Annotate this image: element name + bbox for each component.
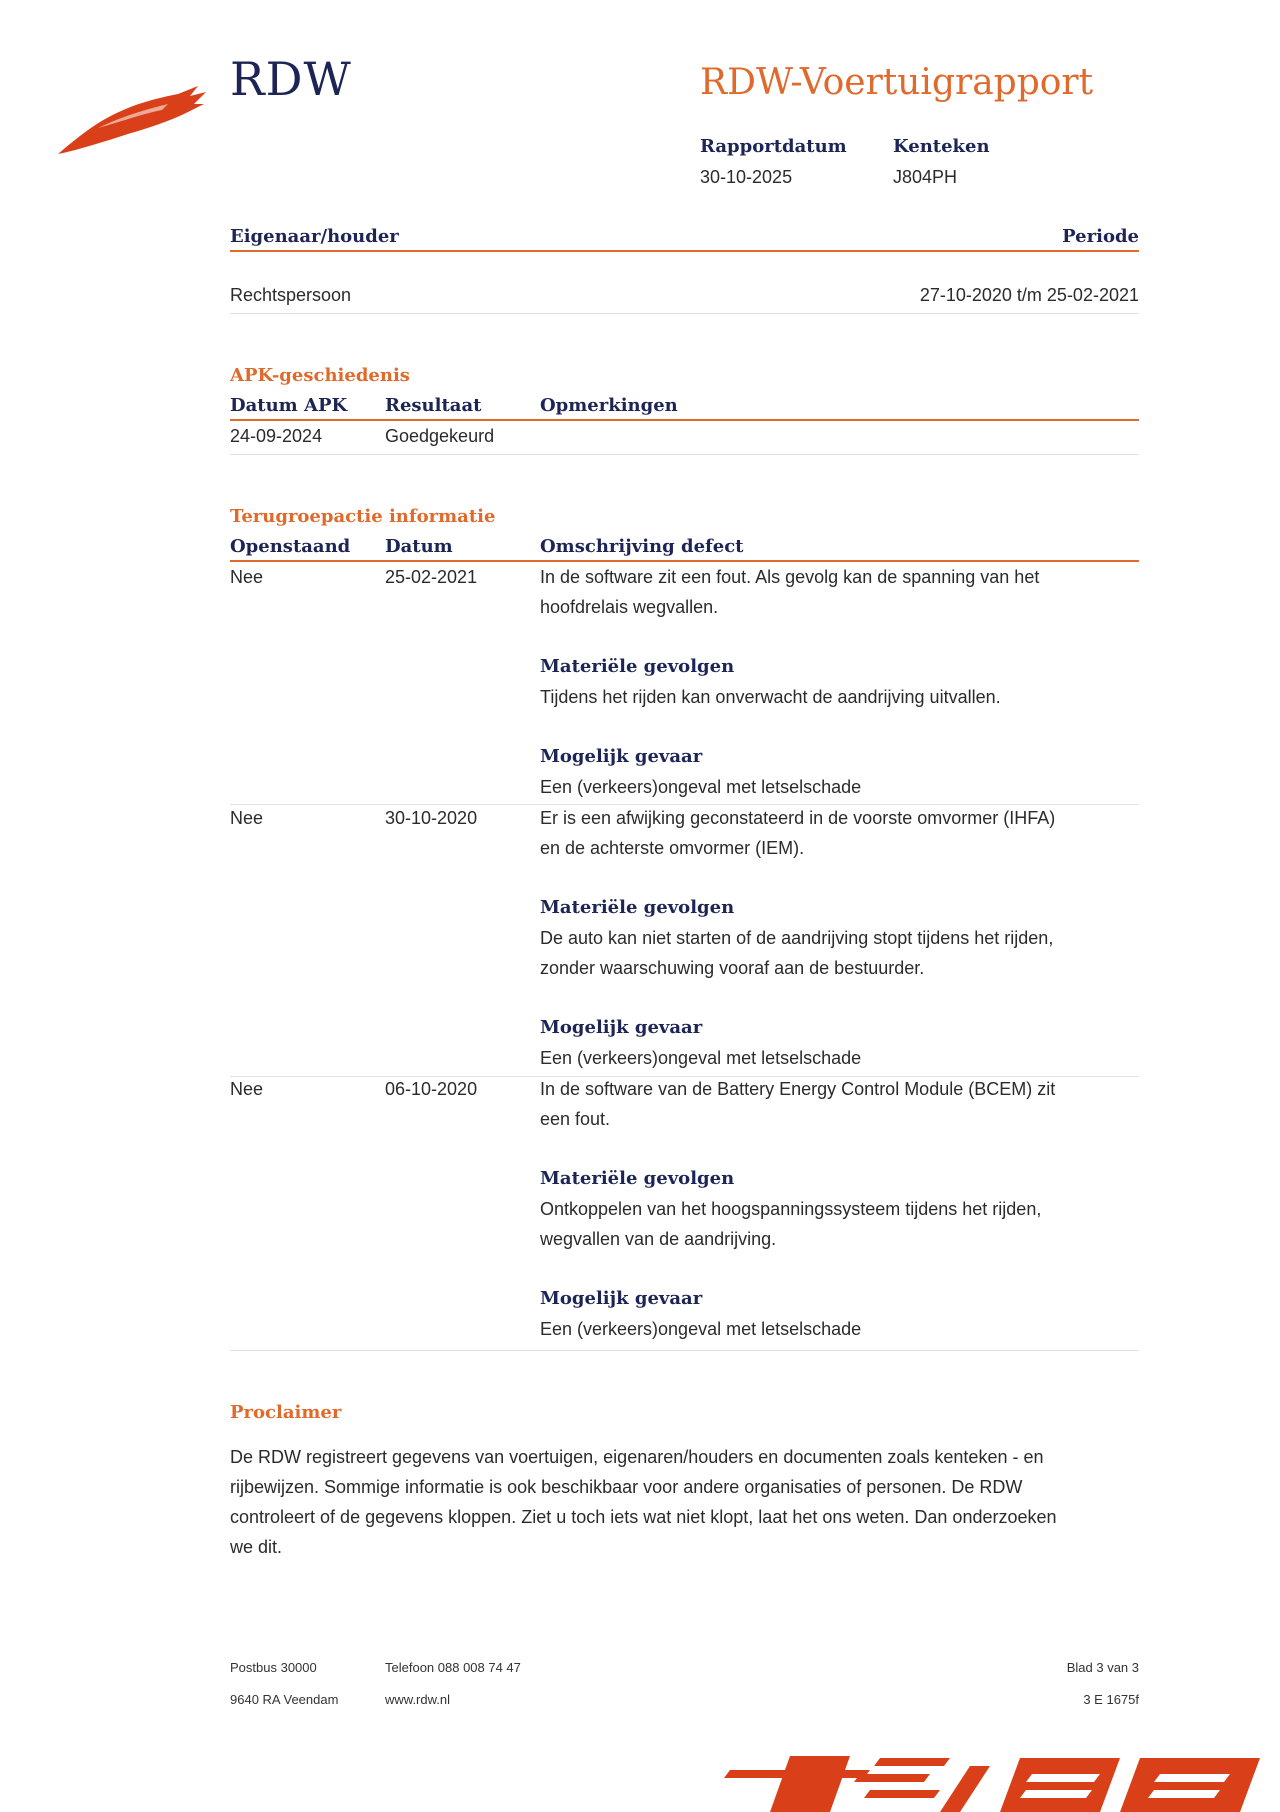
recall-date: 25-02-2021: [385, 567, 478, 587]
footer-address: 9640 RA Veendam: [230, 1692, 339, 1707]
footer-document-code: 3 E 1675f: [1083, 1692, 1139, 1707]
proclaimer-text: [230, 1442, 1130, 1562]
apk-date: 24-09-2024: [230, 426, 323, 446]
recall-open: Nee: [230, 808, 264, 828]
divider: [230, 313, 1139, 314]
apk-header-row: [230, 395, 1139, 421]
report-date-value: 30-10-2025: [700, 167, 793, 187]
consequences-line: De auto kan niet starten of de aandrijving stopt tijdens het rijden,: [540, 928, 1054, 948]
danger-label: Mogelijk gevaar: [540, 1288, 703, 1309]
footer-website[interactable]: www.rdw.nl: [385, 1692, 451, 1707]
footer-postbus: Postbus 30000: [230, 1660, 317, 1675]
period-header: Periode: [1062, 226, 1139, 247]
period-value: 27-10-2020 t/m 25-02-2021: [919, 285, 1139, 305]
recall-date: 06-10-2020: [385, 1079, 478, 1099]
proclaimer-line: rijbewijzen. Sommige informatie is ook beschikbaar voor andere organisaties of personen. De RDW: [230, 1477, 1023, 1497]
divider: [230, 454, 1139, 455]
danger-line: Een (verkeers)ongeval met letselschade: [540, 777, 862, 797]
recall-date: 30-10-2020: [385, 808, 478, 828]
footer-page-number: Blad 3 van 3: [1066, 1660, 1139, 1675]
danger-line: Een (verkeers)ongeval met letselschade: [540, 1048, 862, 1068]
consequences-label: Materiële gevolgen: [540, 656, 735, 677]
license-plate-label: Kenteken: [893, 136, 990, 157]
owner-header: Eigenaar/houder: [230, 226, 399, 247]
consequences-line: zonder waarschuwing vooraf aan de bestuurder.: [540, 958, 925, 978]
footer-phone: Telefoon 088 008 74 47: [385, 1660, 521, 1675]
proclaimer-line: controleert of de gegevens kloppen. Ziet u toch iets wat niet klopt, laat het ons weten. Dan onderzoeken: [230, 1507, 1057, 1527]
recall-open: Nee: [230, 567, 264, 587]
report-date-label: Rapportdatum: [700, 136, 847, 157]
recall-defect-header: Omschrijving defect: [540, 536, 744, 557]
recall-header-row: [230, 536, 1139, 562]
recall-section-title: Terugroepactie informatie: [230, 506, 496, 527]
danger-line: Een (verkeers)ongeval met letselschade: [540, 1319, 862, 1339]
recall-defect-line: een fout.: [540, 1109, 611, 1129]
consequences-line: Ontkoppelen van het hoogspanningssysteem tijdens het rijden,: [540, 1199, 1042, 1219]
danger-label: Mogelijk gevaar: [540, 1017, 703, 1038]
proclaimer-line: De RDW registreert gegevens van voertuigen, eigenaren/houders en documenten zoals kenteken - en: [230, 1447, 1044, 1467]
recall-defect-line: hoofdrelais wegvallen.: [540, 597, 719, 617]
recall-date-header: Datum: [385, 536, 453, 557]
recall-defect-line: Er is een afwijking geconstateerd in de voorste omvormer (IHFA): [540, 808, 1056, 828]
report-date-block: [700, 136, 847, 188]
recall-defect-line: In de software van de Battery Energy Control Module (BCEM) zit: [540, 1079, 1056, 1099]
decorative-stripes-icon: [720, 1748, 1280, 1812]
brand-name: RDW: [230, 52, 352, 106]
recall-open: Nee: [230, 1079, 264, 1099]
divider: [230, 1350, 1139, 1351]
consequences-line: wegvallen van de aandrijving.: [540, 1229, 777, 1249]
apk-result-header: Resultaat: [385, 395, 482, 416]
recall-open-header: Openstaand: [230, 536, 351, 557]
apk-date-header: Datum APK: [230, 395, 348, 416]
danger-label: Mogelijk gevaar: [540, 746, 703, 767]
apk-remarks-header: Opmerkingen: [540, 395, 678, 416]
consequences-line: Tijdens het rijden kan onverwacht de aandrijving uitvallen.: [540, 687, 1001, 707]
owner-header-row: [230, 226, 1139, 252]
recall-defect-line: en de achterste omvormer (IEM).: [540, 838, 805, 858]
license-plate-value: J804PH: [893, 167, 958, 187]
apk-section-title: APK-geschiedenis: [230, 365, 410, 386]
owner-value: Rechtspersoon: [230, 285, 352, 305]
apk-result: Goedgekeurd: [385, 426, 495, 446]
rdw-wing-logo-icon: [58, 82, 208, 160]
license-plate-block: [893, 136, 990, 188]
consequences-label: Materiële gevolgen: [540, 897, 735, 918]
proclaimer-line: we dit.: [230, 1537, 283, 1557]
recall-defect-line: In de software zit een fout. Als gevolg kan de spanning van het: [540, 567, 1040, 587]
consequences-label: Materiële gevolgen: [540, 1168, 735, 1189]
report-title: RDW-Voertuigrapport: [700, 62, 1094, 103]
proclaimer-title: Proclaimer: [230, 1402, 342, 1423]
